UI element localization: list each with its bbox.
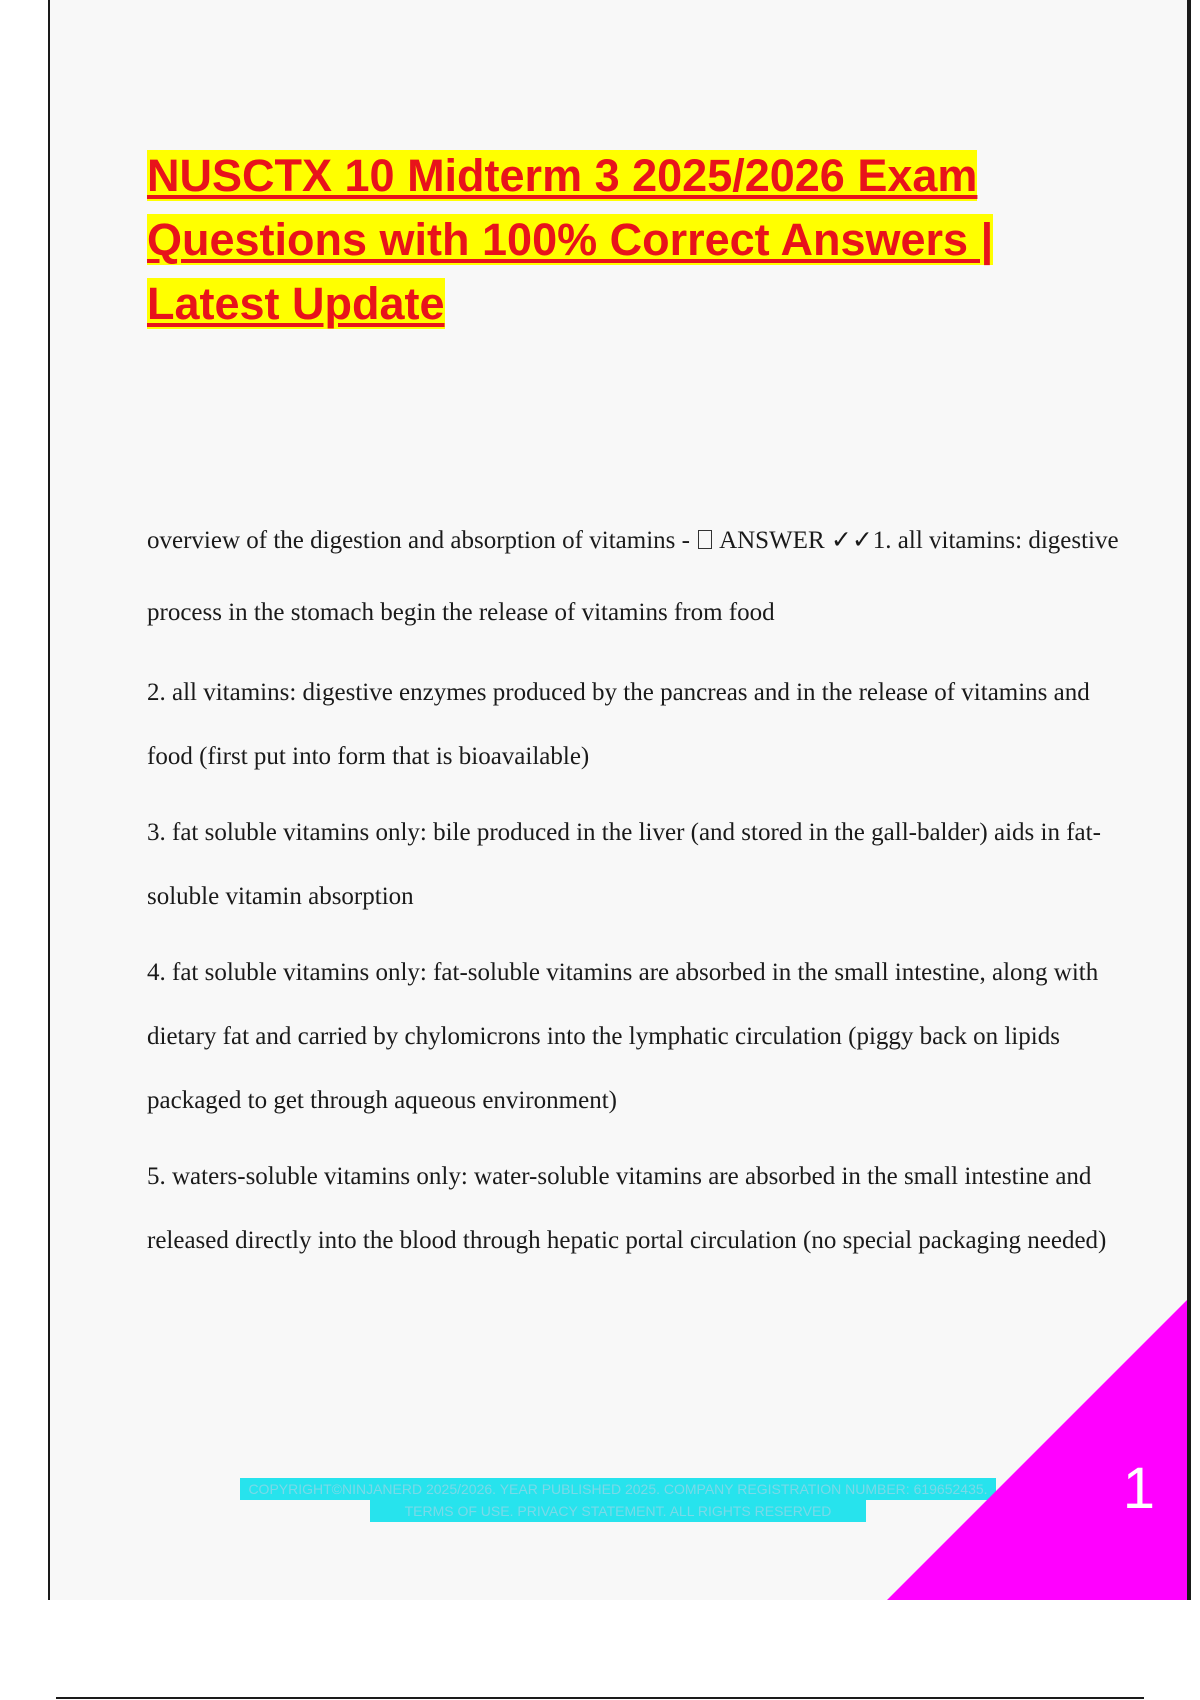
document-title-text: NUSCTX 10 Midterm 3 2025/2026 Exam Questions with 100% Correct Answers | Latest Update xyxy=(147,150,994,329)
answer-item-4: 4. fat soluble vitamins only: fat-soluble vitamins are absorbed in the small intestine, along with dietary fat and carried by chylomicrons into the lymphatic circulation (piggy back on lipids packaged to get through aqueous environment) xyxy=(147,959,1099,1114)
replacement-box-icon xyxy=(698,530,712,549)
copyright-line: COPYRIGHT©NINJANERD 2025/2026. YEAR PUBLISHED 2025. COMPANY REGISTRATION NUMBER: 619652435. xyxy=(240,1478,995,1500)
page-number: 1 xyxy=(1122,1456,1155,1521)
answer-label: ANSWER xyxy=(719,527,825,554)
answer-item-5: 5. waters-soluble vitamins only: water-soluble vitamins are absorbed in the small intestine and released directly into the blood through hepatic portal circulation (no special packaging needed) xyxy=(147,1163,1107,1254)
bottom-divider xyxy=(56,1697,1144,1699)
corner-decoration xyxy=(887,1300,1187,1600)
question-body xyxy=(147,505,1137,1285)
terms-line: TERMS OF USE. PRIVACY STATEMENT. ALL RIGHTS RESERVED xyxy=(370,1500,866,1522)
answer-item-3: 3. fat soluble vitamins only: bile produced in the liver (and stored in the gall-balder) aids in fat-soluble vitamin absorption xyxy=(147,819,1101,910)
question-paragraph xyxy=(147,505,1137,649)
double-check-icon: ✓✓ xyxy=(830,527,873,554)
question-prompt: overview of the digestion and absorption of vitamins - xyxy=(147,527,697,554)
page-sheet xyxy=(48,0,1191,1600)
answer-item-2: 2. all vitamins: digestive enzymes produced by the pancreas and in the release of vitamins and food (first put into form that is bioavailable) xyxy=(147,679,1090,770)
answer-item-1: 1. all vitamins: digestive process in the stomach begin the release of vitamins from food xyxy=(147,527,1119,626)
document-title xyxy=(147,144,1107,336)
